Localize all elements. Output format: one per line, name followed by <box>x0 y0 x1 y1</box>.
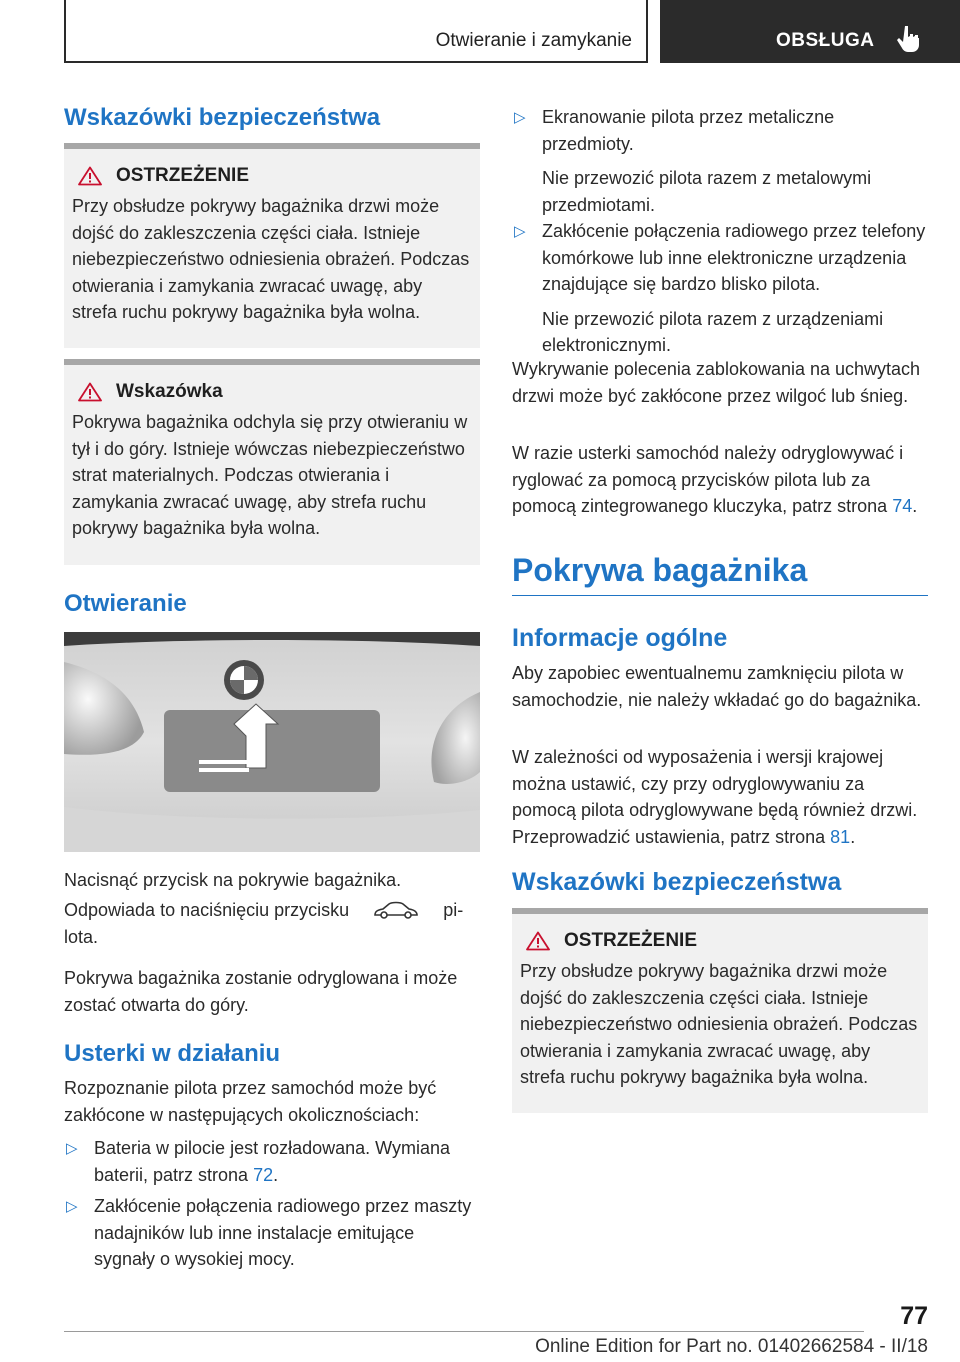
warning-title: OSTRZEŻENIE <box>74 165 472 187</box>
warning-text: Przy obsłudze pokrywy bagażnika drzwi może dojść do zakleszczenia części ciała. Istnieje niebezpieczeństwo odniesienia obrażeń. Podczas otwierania i zamykania zwracać uwagę, aby strefa ruchu pokrywy bagażnika była wolna. <box>520 961 918 1087</box>
page-link[interactable]: 81 <box>830 826 851 847</box>
chapter-heading: Pokrywa bagażnika <box>512 552 928 596</box>
heading-opening: Otwieranie <box>64 590 187 617</box>
warning-triangle-icon <box>526 931 550 951</box>
notice-title: Wskazówka <box>74 381 472 403</box>
warning-text: Przy obsłudze pokrywy bagażnika drzwi może dojść do zakleszczenia części ciała. Istnieje niebezpieczeństwo odniesienia obrażeń. Podczas otwierania i zamykania zwracać uwagę, aby strefa ruchu pokrywy bagażnika była wolna. <box>72 196 470 322</box>
car-trunk-button-icon <box>372 900 420 920</box>
trunk-lid-photo <box>64 632 480 852</box>
bullet-triangle-icon: ▷ <box>514 109 526 126</box>
malfunction-intro: Rozpoznanie pilota przez samochód może być zakłócone w następujących okolicznościach: <box>64 1078 437 1125</box>
page-link[interactable]: 72 <box>253 1164 274 1185</box>
pointing-hand-icon <box>896 24 922 54</box>
header-chapter-tab <box>64 0 648 63</box>
list-item: ▷ Zakłócenie połączenia radiowego przez maszty nadajników lub inne instalacje emitujące sygnały o wysokiej mocy. <box>66 1196 472 1269</box>
notice-box <box>64 359 480 565</box>
edition-note: Online Edition for Part no. 01402662584 - II/18 <box>535 1336 928 1357</box>
warning-title: OSTRZEŻENIE <box>522 930 920 952</box>
chapter-title: Otwieranie i zamykanie <box>435 30 632 51</box>
warning-box <box>64 143 480 348</box>
header-section-tab <box>660 0 960 63</box>
heading-safety-2: Wskazówki bezpieczeństwa <box>512 868 842 896</box>
page-link[interactable]: 74 <box>892 496 913 516</box>
unlock-result: Pokrywa bagażnika zostanie odryglowana i może zostać otwarta do góry. <box>64 968 458 1015</box>
lock-detection-note: Wykrywanie polecenia zablokowania na uchwytach drzwi może być zakłócone przez wilgoć lub śnieg. <box>512 359 921 406</box>
list-item: ▷ Zakłócenie połączenia radiowego przez telefony komórkowe lub inne elektroniczne urządzenia znajdujące się bardzo blisko pilota. Nie przewozić pilota razem z urządzeniami elektronicznymi. <box>514 221 926 355</box>
heading-rule <box>512 595 928 596</box>
bullet-triangle-icon: ▷ <box>66 1140 78 1157</box>
remote-equivalent: Odpowiada to naciśnięciu przycisku pi- lota. <box>64 900 464 947</box>
bullet-triangle-icon: ▷ <box>66 1198 78 1215</box>
list-item: ▷ Bateria w pilocie jest rozładowana. Wymiana baterii, patrz strona 72. <box>66 1138 451 1185</box>
warning-box <box>512 908 928 1113</box>
section-title: OBSŁUGA <box>776 30 875 51</box>
settings-text: W zależności od wyposażenia i wersji krajowej można ustawić, czy przy odryglowywaniu za pomocą pilota odryglowywane będą również drzwi. Przeprowadzić ustawienia, patrz strona 81. <box>512 747 918 847</box>
heading-general-info: Informacje ogólne <box>512 624 728 652</box>
footer-divider <box>64 1331 864 1332</box>
warning-triangle-icon <box>78 166 102 186</box>
warning-triangle-icon <box>78 382 102 402</box>
general-info-text: Aby zapobiec ewentualnemu zamknięciu pilota w samochodzie, nie należy wkładać go do bagażnika. <box>512 663 922 710</box>
list-item: ▷ Ekranowanie pilota przez metaliczne przedmioty. Nie przewozić pilota razem z metalowymi przedmiotami. <box>514 107 872 215</box>
bullet-triangle-icon: ▷ <box>514 223 526 240</box>
opening-step: Nacisnąć przycisk na pokrywie bagażnika. <box>64 870 402 890</box>
heading-safety: Wskazówki bezpieczeństwa <box>64 104 381 131</box>
page-number: 77 <box>900 1302 928 1330</box>
malfunction-instruction: W razie usterki samochód należy odryglowywać i ryglować za pomocą przycisków pilota lub za pomocą zintegrowanego kluczyka, patrz strona 74. <box>512 443 918 516</box>
heading-malfunction: Usterki w działaniu <box>64 1040 281 1067</box>
notice-text: Pokrywa bagażnika odchyla się przy otwieraniu w tył i do góry. Istnieje wówczas niebezpieczeństwo strat materialnych. Podczas otwierania i zamykania zwracać uwagę, aby strefa ruchu pokrywy bagażnika była wolna. <box>72 412 468 538</box>
